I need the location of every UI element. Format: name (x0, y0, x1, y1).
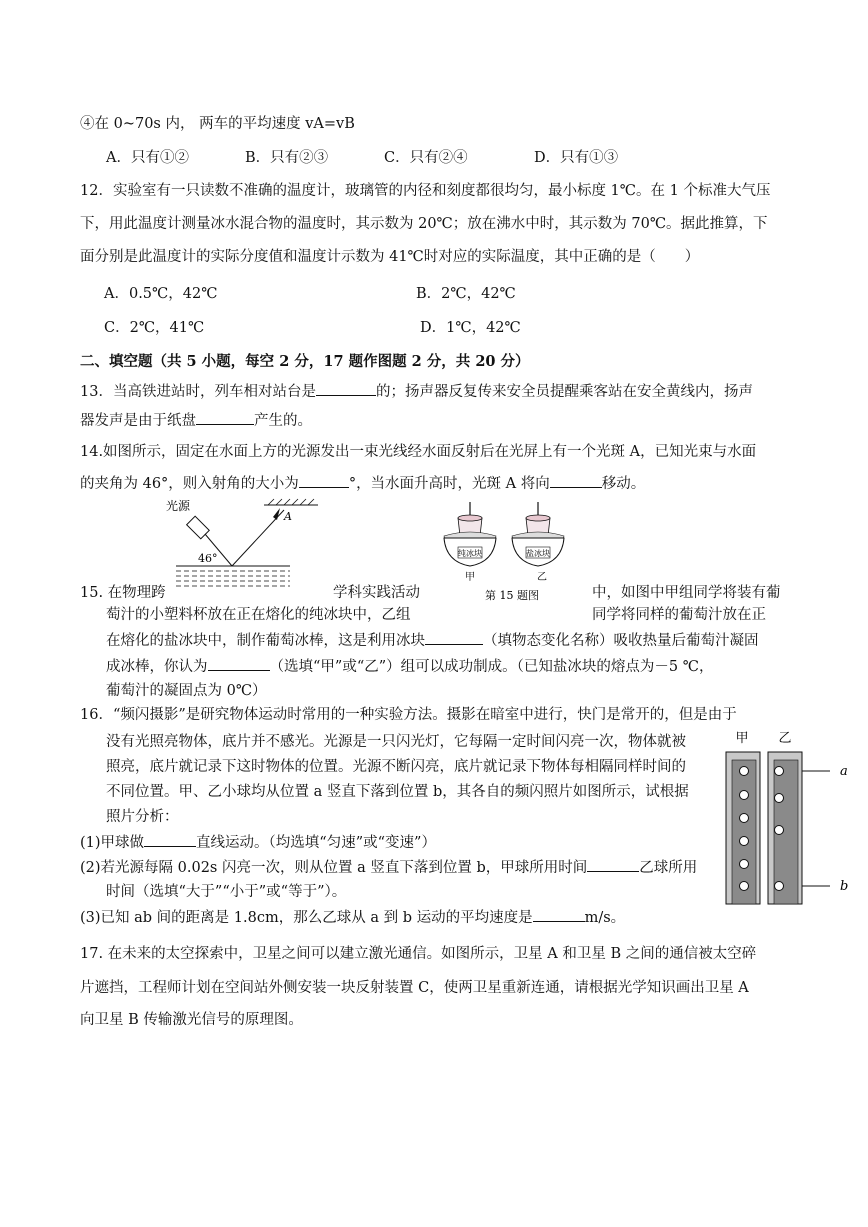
q11-option-c: C．只有②④ (384, 150, 468, 166)
q15-line1c: 中，如图中甲组同学将装有葡 (592, 585, 781, 601)
q13-text-b: 的；扬声器反复传来安全员提醒乘客站在安全黄线内，扬声 (375, 384, 753, 400)
reflection-figure (160, 496, 320, 588)
pure-ice-label: 纯冰块 (458, 549, 482, 558)
q13-text-c: 器发声是由于纸盘 (80, 413, 196, 429)
q16-blank-3[interactable] (533, 907, 585, 922)
q11-option-d: D．只有①③ (534, 150, 619, 166)
q16-text-1a: (1)甲球做 (80, 835, 145, 851)
q16-text-3a: (3)已知 ab 间的距离是 1.8cm，那么乙球从 a 到 b 运动的平均速度是 (80, 910, 533, 926)
q14-line1: 14.如图所示，固定在水面上方的光源发出一束光线经水面反射后在光屏上有一个光斑 A，已知光束与水面 (80, 444, 757, 460)
ray-arrow-icon (273, 508, 280, 520)
q15-line3 (106, 630, 759, 651)
light-source-label: 光源 (166, 499, 191, 513)
q11-option-b: B．只有②③ (245, 150, 329, 166)
marker-a-label: a (840, 764, 848, 779)
q12-option-d: D．1℃，42℃ (420, 320, 521, 336)
q15-line2b: 同学将同样的葡萄汁放在正 (592, 607, 766, 623)
strobe-figure (720, 728, 856, 908)
q15-line1b: 学科实践活动 (333, 585, 420, 601)
q12-option-b: B．2℃，42℃ (416, 286, 516, 302)
q16-line2: 没有光照亮物体，底片并不感光。光源是一只闪光灯，它每隔一定时间闪亮一次，物体就被 (106, 734, 686, 750)
salt-ice-label: 盐冰块 (526, 549, 550, 558)
q16-part3 (80, 907, 625, 928)
q14-text-b: °，当水面升高时，光斑 A 将向 (348, 476, 550, 492)
q11-option-a: A．只有①② (106, 150, 189, 166)
jia-label: 甲 (465, 572, 475, 583)
q15-blank-2[interactable] (208, 656, 270, 671)
q12-option-a: A．0.5℃，42℃ (104, 286, 218, 302)
marker-b-label: b (840, 879, 849, 894)
strobe-jia-label: 甲 (735, 731, 749, 746)
q14-text-a: 的夹角为 46°，则入射角的大小为 (80, 476, 299, 492)
q13-blank-2[interactable] (196, 410, 254, 425)
bowls-figure (440, 500, 570, 604)
salt-ice-bowl (512, 502, 564, 566)
q15-line5: 葡萄汁的凝固点为 0℃） (106, 683, 267, 699)
angle-label: 46° (198, 552, 218, 565)
q16-part2 (80, 857, 697, 878)
q16-text-1b: 直线运动。（均选填“匀速”或“变速”） (196, 835, 436, 851)
q16-blank-1[interactable] (144, 832, 196, 847)
water-body (176, 571, 290, 586)
screen-hatch (268, 499, 314, 505)
q16-text-2b: 乙球所用 (639, 860, 698, 876)
q16-text-2a: (2)若光源每隔 0.02s 闪亮一次，则从位置 a 竖直下落到位置 b，甲球所用时间 (80, 860, 588, 876)
q16-part2-cont: 时间（选填“大于”“小于”或“等于”）。 (106, 884, 347, 900)
section-title: 二、填空题（共 5 小题，每空 2 分，17 题作图题 2 分，共 20 分） (80, 353, 530, 370)
q15-line4 (106, 656, 713, 677)
q17-line3: 向卫星 B 传输激光信号的原理图。 (80, 1012, 303, 1028)
q14-line2 (80, 473, 645, 494)
pure-ice-bowl (444, 502, 496, 566)
q16-line5: 照片分析： (106, 809, 179, 825)
strobe-yi-label: 乙 (778, 731, 792, 746)
q16-blank-2[interactable] (587, 857, 639, 872)
q15-text-4a: 成冰棒，你认为 (106, 659, 208, 675)
q13-line1 (80, 381, 753, 402)
q15-line1a: 15. 在物理跨 (80, 585, 166, 601)
q16-part1 (80, 832, 436, 853)
q17-line1: 17. 在未来的太空探索中，卫星之间可以建立激光通信。如图所示，卫星 A 和卫星 B 之间的通信被太空碎 (80, 946, 757, 962)
q12-line1: 12．实验室有一只读数不准确的温度计，玻璃管的内径和刻度都很均匀，最小标度 1℃。在 1 个标准大气压 (80, 183, 771, 199)
q15-text-4b: （选填“甲”或“乙”）组可以成功制成。（已知盐冰块的熔点为－5 ℃， (269, 659, 714, 675)
q14-blank-2[interactable] (550, 473, 602, 488)
q15-blank-1[interactable] (425, 630, 483, 645)
q16-line1: 16．“频闪摄影”是研究物体运动时常用的一种实验方法。摄影在暗室中进行，快门是常开的，但是由于 (80, 707, 737, 723)
q13-text-d: 产生的。 (254, 413, 312, 429)
q16-text-3b: m/s。 (584, 910, 626, 926)
q13-line2 (80, 410, 312, 431)
q15-text-3b: （填物态变化名称）吸收热量后葡萄汁凝固 (483, 633, 759, 649)
q12-line2: 下，用此温度计测量冰水混合物的温度时，其示数为 20℃；放在沸水中时，其示数为 70℃。据此推算，下 (80, 216, 768, 232)
spot-label: A (284, 510, 292, 523)
figure15-caption: 第 15 题图 (485, 589, 539, 602)
q17-line2: 片遮挡，工程师计划在空间站外侧安装一块反射装置 C，使两卫星重新连通，请根据光学知识画出卫星 A (80, 980, 749, 996)
q14-blank-1[interactable] (299, 473, 349, 488)
q13-blank-1[interactable] (316, 381, 376, 396)
q12-line3: 面分别是此温度计的实际分度值和温度计示数为 41℃时对应的实际温度，其中正确的是（ ） (80, 249, 700, 265)
q16-line4: 不同位置。甲、乙小球均从位置 a 竖直下落到位置 b，其各自的频闪照片如图所示，试根据 (106, 784, 689, 800)
q16-line3: 照亮，底片就记录下这时物体的位置。光源不断闪亮，底片就记录下物体每相隔同样时间的 (106, 759, 686, 775)
yi-label: 乙 (537, 572, 547, 583)
q13-text-a: 13．当高铁进站时，列车相对站台是 (80, 384, 316, 400)
q15-text-3a: 在熔化的盐冰块中，制作葡萄冰棒，这是利用冰块 (106, 633, 425, 649)
q11-item4: ④在 0~70s 内， 两车的平均速度 vA=vB (80, 116, 355, 132)
q12-option-c: C．2℃，41℃ (104, 320, 205, 336)
q14-text-c: 移动。 (601, 476, 646, 492)
q15-line2a: 萄汁的小塑料杯放在正在熔化的纯冰块中，乙组 (106, 607, 411, 623)
